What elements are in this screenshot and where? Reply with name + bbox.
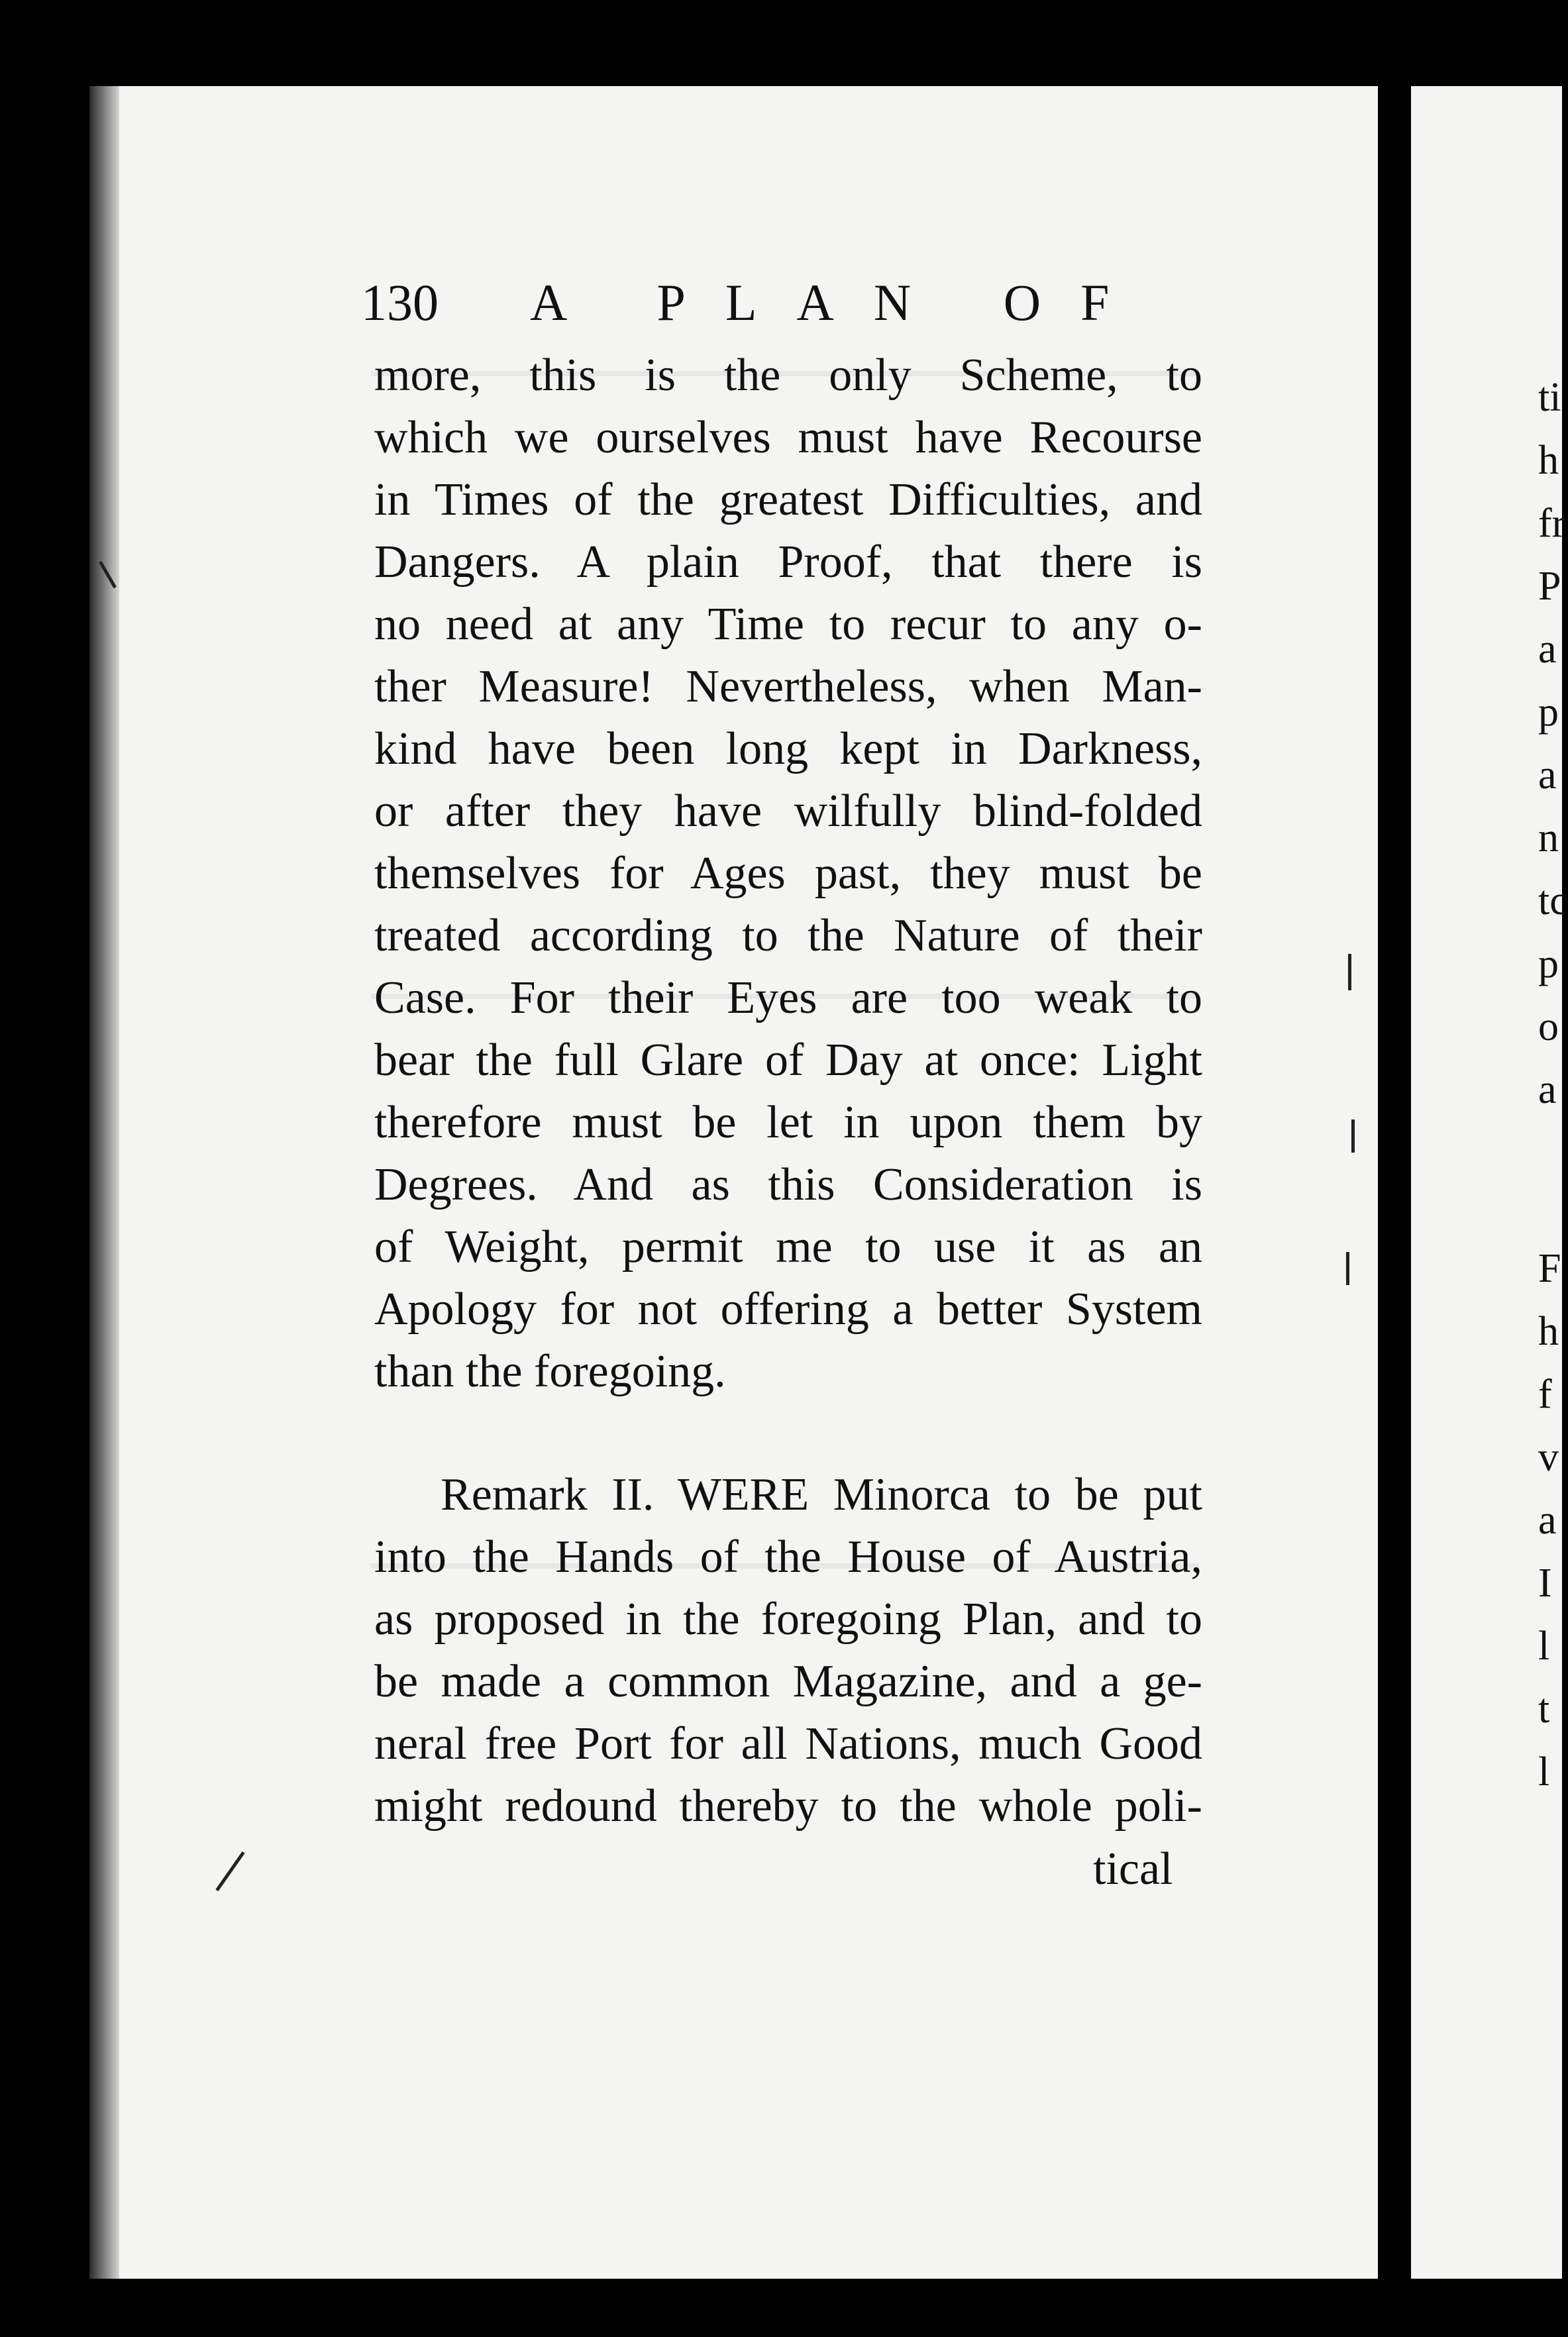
facing-fragment: l <box>1538 1749 1550 1794</box>
facing-fragment: I <box>1538 1561 1552 1606</box>
facing-fragment: h <box>1538 438 1559 483</box>
text-line: Dangers. A plain Proof, that there is <box>374 537 1202 588</box>
show-through <box>371 1563 1199 1569</box>
remark-line: be made a common Magazine, and a ge- <box>374 1656 1202 1707</box>
facing-fragment: F <box>1538 1246 1561 1291</box>
remark-line: as proposed in the foregoing Plan, and to <box>374 1594 1202 1645</box>
facing-fragment: a <box>1538 1498 1557 1543</box>
text-line: ther Measure! Nevertheless, when Man- <box>374 661 1202 712</box>
page-number: 130 <box>361 274 439 331</box>
catchword: tical <box>1093 1844 1173 1895</box>
text-line: therefore must be let in upon them by <box>374 1097 1202 1148</box>
facing-fragment: o <box>1538 1004 1559 1049</box>
show-through <box>371 371 1199 376</box>
ink-mark <box>1351 1119 1355 1153</box>
text-line: themselves for Ages past, they must be <box>374 848 1202 899</box>
text-line: Degrees. And as this Consideration is <box>374 1159 1202 1210</box>
binding-shadow <box>89 86 119 2279</box>
text-line: or after they have wilfully blind-folded <box>374 786 1202 837</box>
ink-mark <box>1348 954 1351 990</box>
text-line: kind have been long kept in Darkness, <box>374 723 1202 774</box>
ink-mark <box>1346 1252 1349 1285</box>
facing-fragment: a <box>1538 1067 1557 1112</box>
text-line: bear the full Glare of Day at once: Light <box>374 1035 1202 1086</box>
facing-fragment: n <box>1538 815 1559 860</box>
facing-fragment: tc <box>1538 878 1568 923</box>
text-line: no need at any Time to recur to any o- <box>374 599 1202 650</box>
remark-line: into the Hands of the House of Austria, <box>374 1532 1202 1583</box>
facing-fragment: v <box>1538 1435 1559 1480</box>
text-line: treated according to the Nature of their <box>374 910 1202 961</box>
facing-fragment: l <box>1538 1624 1550 1669</box>
text-line: Case. For their Eyes are too weak to <box>374 972 1202 1023</box>
remark-line: Remark II. WERE Minorca to be put <box>441 1469 1202 1520</box>
text-line: than the foregoing. <box>374 1346 726 1397</box>
text-line: which we ourselves must have Recourse <box>374 412 1202 463</box>
facing-fragment: P <box>1538 564 1561 609</box>
show-through <box>371 994 1199 999</box>
facing-fragment: ti <box>1538 375 1561 420</box>
facing-fragment: h <box>1538 1309 1559 1354</box>
facing-fragment: f <box>1538 1372 1552 1417</box>
text-line: in Times of the greatest Difficulties, and <box>374 474 1202 525</box>
facing-fragment: a <box>1538 753 1557 798</box>
remark-line: neral free Port for all Nations, much Good <box>374 1718 1202 1769</box>
facing-fragment: p <box>1538 941 1559 986</box>
facing-fragment: p <box>1538 690 1559 735</box>
facing-fragment: fr <box>1538 501 1566 546</box>
facing-fragment: a <box>1538 627 1557 672</box>
facing-fragment: t <box>1538 1687 1550 1732</box>
text-line: more, this is the only Scheme, to <box>374 350 1202 401</box>
remark-line: might redound thereby to the whole poli- <box>374 1781 1202 1832</box>
text-line: Apology for not offering a better System <box>374 1284 1202 1335</box>
running-title: A PLAN OF <box>530 274 1149 331</box>
text-line: of Weight, permit me to use it as an <box>374 1221 1202 1272</box>
